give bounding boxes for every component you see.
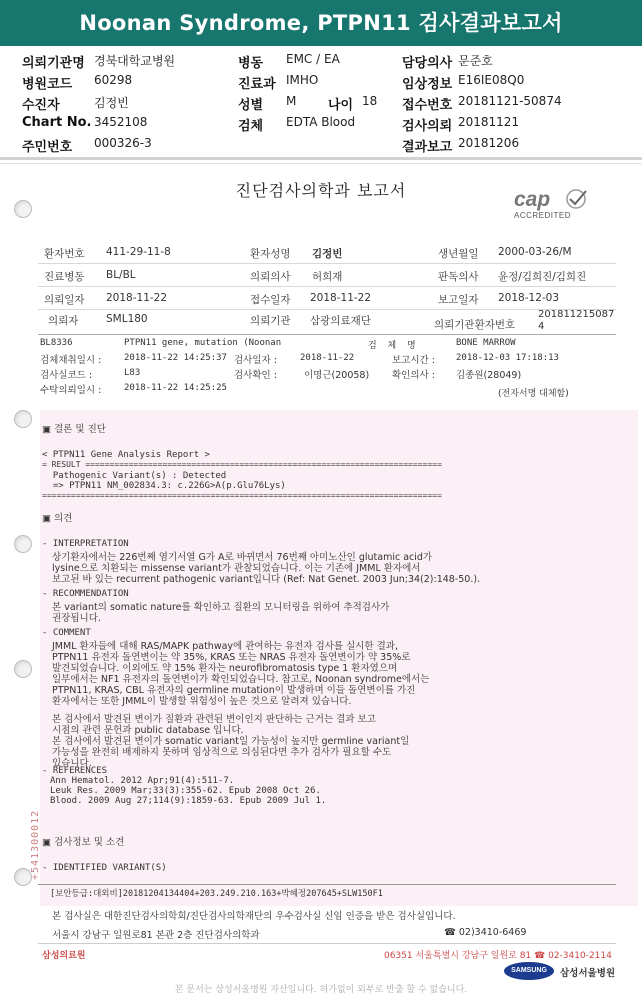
certification-note: 본 검사실은 대한진단검사의학회/진단검사의학재단의 우수검사실 신임 인증을 받은 검사실입니다. — [52, 911, 456, 922]
recv-date-label: 접수일자 — [250, 294, 291, 306]
recv-label: 검사일자 : — [234, 355, 277, 366]
patient-no-label: 환자번호 — [44, 248, 85, 260]
comment2-line: 가능성을 완전히 배제하지 못하며 임상적으로 의심된다면 추가 검사가 필요할 수도 — [52, 747, 392, 758]
report-value: 20181206 — [458, 136, 520, 150]
request-value: 20181121 — [458, 115, 520, 129]
comment-line: PTPN11 유전자 돌연변이는 약 35%, KRAS 또는 NRAS 유전자 돌연변이가 약 35%로 — [52, 652, 411, 663]
interp-title: - INTERPRETATION — [42, 539, 129, 549]
specimen: BONE MARROW — [456, 338, 516, 348]
specimen-value: EDTA Blood — [286, 115, 356, 129]
report-time: 2018-12-03 17:18:13 — [456, 353, 559, 363]
reference-line: Leuk Res. 2009 Mar;33(3):355-62. Epub 2008 Oct 26. — [50, 786, 321, 796]
specimen-label: 검 체 명 — [368, 341, 416, 351]
requester: SML180 — [106, 313, 148, 325]
confirm: 이명근(20058) — [304, 370, 370, 381]
page-title: Noonan Syndrome, PTPN11 검사결과보고서 — [0, 0, 642, 46]
patient-no: 411-29-11-8 — [106, 246, 171, 258]
ward-label: 진료병동 — [44, 271, 85, 283]
recommend-line: 권장됩니다. — [52, 613, 101, 624]
cap-accredited-logo — [514, 188, 590, 222]
resident-label: 주민번호 — [22, 140, 73, 155]
dob: 2000-03-26/M — [498, 246, 572, 258]
receiver-value: 김정빈 — [94, 96, 129, 110]
clinical-value: E16IE08Q0 — [458, 73, 525, 87]
lab-phone: ☎ 02)3410-6469 — [444, 927, 527, 938]
gene-line: < PTPN11 Gene Analysis Report > — [42, 450, 210, 460]
accession-value: 20181121-50874 — [458, 94, 562, 108]
req-doctor: 허희재 — [312, 271, 343, 283]
section-opinion: ▣ 의견 — [42, 513, 73, 524]
hospcode-label: 병원코드 — [22, 77, 73, 92]
comment2-line: 본 검사에서 발견된 변이가 질환과 관련된 변이인지 판단하는 근거는 결과 보고 — [52, 714, 376, 725]
reference-line: Blood. 2009 Aug 27;114(9):1859-63. Epub 2009 Jul 1. — [50, 796, 327, 806]
reference-line: Ann Hematol. 2012 Apr;91(4):511-7. — [50, 776, 235, 786]
recommend-line: 본 variant의 somatic nature를 확인하고 질환의 모니터링을 위하여 추적검사가 — [52, 602, 390, 613]
org-patient-no: 201811215087 — [538, 309, 615, 320]
interp-line: lysine으로 치환되는 missense variant가 관찰되었습니다. 이는 기존에 JMML 환자에서 — [52, 563, 421, 574]
esign-note: (전자서명 대체함) — [498, 389, 569, 399]
binder-hole — [14, 200, 32, 218]
divider — [0, 157, 642, 160]
doctor-value: 문준호 — [458, 54, 493, 68]
age-label: 나이 — [328, 98, 354, 113]
report-time-label: 보고시간 : — [392, 355, 435, 366]
collect-time: 2018-11-22 14:25:37 — [124, 353, 227, 363]
interp-line: 상기환자에서는 226번째 염기서열 G가 A로 바뀌면서 76번째 아미노산인 glutamic acid가 — [52, 552, 433, 563]
comment2-line: 본 검사에서 발견된 변이가 somatic variant일 가능성이 높지만 germline variant일 — [52, 736, 410, 747]
barcode-stamp: +541300012 — [30, 809, 41, 880]
gene-line: = RESULT ========================================================================== — [42, 460, 442, 469]
test-name: PTPN11 gene, mutation (Noonan — [124, 338, 282, 348]
patient-name: 김정빈 — [312, 248, 343, 260]
req-doctor-label: 의뢰의사 — [250, 271, 291, 283]
reading-label: 판독의사 — [438, 271, 479, 283]
lab-code: L83 — [124, 368, 141, 378]
age-value: 18 — [362, 94, 378, 108]
ward-label: 병동 — [238, 56, 264, 71]
doctor-label: 담당의사 — [402, 56, 453, 71]
ward-value: EMC / EA — [286, 52, 340, 66]
req-date: 2018-11-22 — [106, 292, 168, 304]
gene-line: =================================================================================== — [42, 491, 442, 500]
hospital-name-logo: 삼성서울병원 — [560, 968, 616, 979]
gene-line: => PTPN11 NM_002834.3: c.226G>A(p.Glu76Lys) — [42, 481, 286, 491]
samsung-logo: SAMSUNG — [504, 962, 554, 980]
comment-line: 발견되었습니다. 이외에도 약 15% 환자는 neurofibromatosis type 1 환자였으며 — [52, 663, 398, 674]
samsung-medical-logo: 삼성의료원 — [42, 951, 86, 961]
report-label: 결과보고 — [402, 140, 453, 155]
request-label: 검사의뢰 — [402, 119, 453, 134]
report-title: 진단검사의학과 보고서 — [235, 181, 407, 200]
receiver-label: 수진자 — [22, 98, 60, 113]
interp-line: 보고된 바 있는 recurrent pathogenic variant입니다 (Ref: Nat Genet. 2003 Jun;34(2):148-50.). — [52, 574, 481, 585]
gene-line: Pathogenic Variant(s) : Detected — [42, 471, 227, 481]
specimen-label: 검체 — [238, 119, 264, 134]
org-patient-no-cont: 4 — [538, 321, 545, 332]
comment2-line: 있습니다. — [52, 758, 92, 769]
org-patient-no-label: 의뢰기관환자번호 — [434, 319, 516, 331]
report-date: 2018-12-03 — [498, 292, 560, 304]
sex-label: 성별 — [238, 98, 264, 113]
hospital-value: 경북대학교병원 — [94, 54, 176, 68]
accession-label: 접수번호 — [402, 98, 453, 113]
test-code: BL8336 — [40, 338, 73, 348]
cap-sub-text: ACCREDITED — [514, 211, 572, 220]
dob-label: 생년월일 — [438, 248, 479, 260]
req-org-label: 의뢰기관 — [250, 315, 291, 327]
comment-line: 환자에서는 또한 JMML이 발생할 위험성이 높은 것으로 알려져 있습니다. — [52, 696, 352, 707]
received-time: 2018-11-22 14:25:25 — [124, 383, 227, 393]
references-title: - REFERENCES — [42, 766, 108, 776]
hospcode-value: 60298 — [94, 73, 133, 87]
section-conclusion: ▣ 결론 및 진단 — [42, 424, 106, 435]
cap-logo-text: cap — [514, 188, 551, 211]
divider — [38, 943, 616, 944]
recv: 2018-11-22 — [300, 353, 355, 363]
received-time-label: 수탁의뢰일시 : — [40, 385, 102, 396]
comment-line: 일부에서는 NF1 유전자의 돌연변이가 확인되었습니다. 참고로, Noonan syndrome에서는 — [52, 674, 430, 685]
req-date-label: 의뢰일자 — [44, 294, 85, 306]
recv-date: 2018-11-22 — [310, 292, 372, 304]
hospital-label: 의뢰기관명 — [22, 56, 85, 71]
comment-title: - COMMENT — [42, 628, 91, 638]
clinical-label: 임상정보 — [402, 77, 453, 92]
patient-name-label: 환자성명 — [250, 248, 291, 260]
reading: 윤정/김희진/김희진 — [498, 271, 587, 283]
binder-hole — [14, 660, 32, 678]
ward: BL/BL — [106, 269, 136, 281]
lab-address: 서울시 강남구 일원로81 본관 2층 진단검사의학과 — [52, 930, 260, 941]
request-meta — [22, 52, 622, 157]
chart-label: Chart No. — [22, 115, 92, 130]
collect-time-label: 검체채취일시 : — [40, 355, 102, 366]
dept-value: IMHO — [286, 73, 319, 87]
section-test-info: ▣ 검사정보 및 소견 — [42, 837, 125, 848]
hospital-address: 06351 서울특별시 강남구 일원로 81 ☎ 02-3410-2114 — [384, 951, 612, 961]
binder-hole — [14, 410, 32, 428]
divider — [0, 163, 642, 164]
checkmark-icon — [564, 188, 590, 210]
recommend-title: - RECOMMENDATION — [42, 589, 129, 599]
divider — [38, 884, 616, 885]
divider — [38, 286, 616, 287]
sex-value: M — [286, 94, 297, 108]
binder-hole — [14, 535, 32, 553]
security-line: [보안등급:대외비]20181204134404+203.249.210.163+박혜정207645+SLW150F1 — [50, 889, 383, 899]
verifier: 김종원(28049) — [456, 370, 522, 381]
resident-value: 000326-3 — [94, 136, 152, 150]
confirm-label: 검사확인 : — [234, 370, 277, 381]
comment2-line: 시점의 관련 문헌과 public database 입니다. — [52, 725, 244, 736]
confidential-note: 본 문서는 삼성서울병원 자산입니다. 허가없이 외부로 반출 할 수 없습니다. — [174, 985, 468, 995]
identified-variants-title: - IDENTIFIED VARIANT(S) — [42, 863, 167, 873]
comment-line: JMML 환자들에 대해 RAS/MAPK pathway에 관여하는 유전자 검사를 실시한 결과, — [52, 641, 398, 652]
dept-label: 진료과 — [238, 77, 276, 92]
requester-label: 의뢰자 — [48, 315, 79, 327]
chart-value: 3452108 — [94, 115, 148, 129]
divider — [38, 263, 616, 264]
lab-code-label: 검사실코드 : — [40, 370, 93, 381]
divider — [38, 309, 616, 310]
divider — [38, 334, 616, 335]
verifier-label: 확인의사 : — [392, 370, 435, 381]
comment-line: PTPN11, KRAS, CBL 유전자의 germline mutation이 발생하며 이들 돌연변이를 가진 — [52, 685, 416, 696]
req-org: 삼광의료재단 — [310, 315, 371, 327]
report-date-label: 보고일자 — [438, 294, 479, 306]
